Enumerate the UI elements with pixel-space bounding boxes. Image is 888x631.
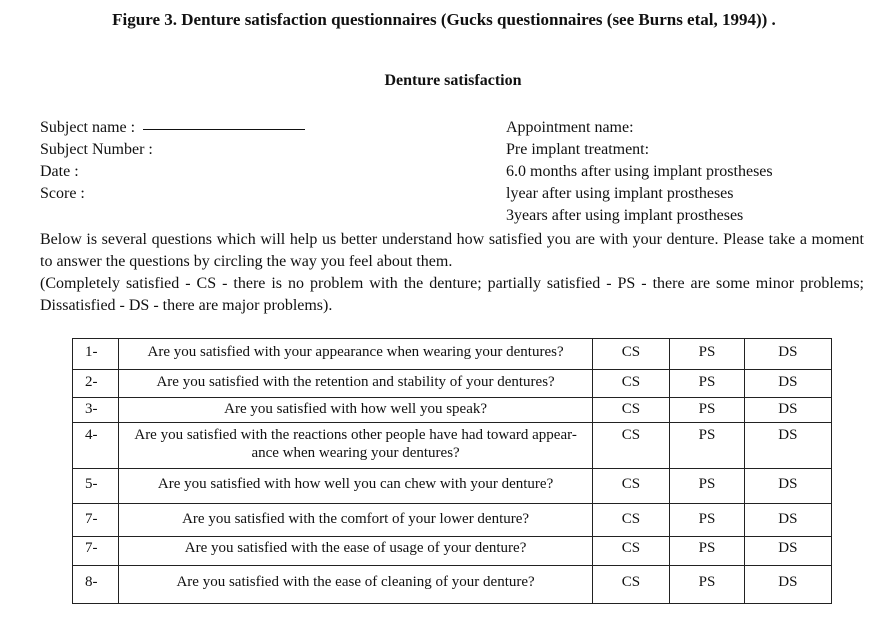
ds-option[interactable]: DS (744, 370, 831, 398)
pre-implant-label: Pre implant treatment: (506, 141, 650, 158)
question-text: Are you satisfied with the retention and stability of your dentures? (119, 370, 592, 398)
question-number: 7- (73, 504, 119, 537)
ps-option[interactable]: PS (670, 566, 745, 604)
rating-legend: (Completely satisfied - CS - there is no problem with the denture; partially satisfied - PS - there are some minor problems; Dissatisfied - DS - there are major problems). (40, 275, 864, 314)
question-text: Are you satisfied with how well you speak? (119, 398, 592, 423)
question-text: Are you satisfied with your appearance when wearing your dentures? (119, 339, 592, 370)
table-row (73, 423, 832, 469)
figure-title: Figure 3. Denture satisfaction questionnaires (Gucks questionnaires (see Burns etal, 1994)) . (112, 10, 776, 29)
ds-option[interactable]: DS (744, 339, 831, 370)
cs-option[interactable]: CS (592, 398, 670, 423)
ps-option[interactable]: PS (670, 537, 745, 566)
subject-name-blank[interactable] (143, 129, 305, 130)
question-number: 8- (73, 566, 119, 604)
cs-option[interactable]: CS (592, 469, 670, 504)
cs-option[interactable]: CS (592, 370, 670, 398)
subject-info (40, 117, 480, 205)
cs-option[interactable]: CS (592, 423, 670, 469)
table-row (73, 398, 832, 423)
question-text: Are you satisfied with the ease of usage of your denture? (119, 537, 592, 566)
ds-option[interactable]: DS (744, 423, 831, 469)
ps-option[interactable]: PS (670, 398, 745, 423)
table-row (73, 566, 832, 604)
cs-option[interactable]: CS (592, 504, 670, 537)
question-number: 3- (73, 398, 119, 423)
ds-option[interactable]: DS (744, 504, 831, 537)
question-number: 5- (73, 469, 119, 504)
appointment-name-label: Appointment name: (506, 119, 634, 136)
ps-option[interactable]: PS (670, 423, 745, 469)
questions-table (72, 338, 832, 604)
ps-option[interactable]: PS (670, 339, 745, 370)
score-label: Score : (40, 185, 85, 202)
ds-option[interactable]: DS (744, 566, 831, 604)
instructions (40, 229, 864, 317)
one-year-label: lyear after using implant prostheses (506, 185, 734, 202)
cs-option[interactable]: CS (592, 537, 670, 566)
table-row (73, 469, 832, 504)
question-number: 4- (73, 423, 119, 469)
table-row (73, 339, 832, 370)
ds-option[interactable]: DS (744, 398, 831, 423)
intro-text: Below is several questions which will help us better understand how satisfied you are with your denture. Please take a moment to answer the questions by circling the way you feel about them. (40, 231, 864, 270)
question-number: 1- (73, 339, 119, 370)
question-text: Are you satisfied with how well you can chew with your denture? (119, 469, 592, 504)
ds-option[interactable]: DS (744, 537, 831, 566)
subject-name-row (40, 117, 480, 139)
subject-number-label: Subject Number : (40, 141, 153, 158)
appointment-info (506, 117, 876, 227)
ps-option[interactable]: PS (670, 504, 745, 537)
question-number: 2- (73, 370, 119, 398)
ps-option[interactable]: PS (670, 469, 745, 504)
ds-option[interactable]: DS (744, 469, 831, 504)
ps-option[interactable]: PS (670, 370, 745, 398)
table-row (73, 504, 832, 537)
three-years-label: 3years after using implant prostheses (506, 207, 744, 224)
question-text: Are you satisfied with the ease of cleaning of your denture? (119, 566, 592, 604)
subject-name-label: Subject name : (40, 119, 136, 136)
six-months-label: 6.0 months after using implant prostheses (506, 163, 773, 180)
date-label: Date : (40, 163, 79, 180)
question-text: Are you satisfied with the reactions other people have had toward appear-ance when wearing your dentures? (119, 423, 592, 469)
table-row (73, 537, 832, 566)
cs-option[interactable]: CS (592, 566, 670, 604)
page-heading: Denture satisfaction (384, 72, 522, 89)
question-text: Are you satisfied with the comfort of your lower denture? (119, 504, 592, 537)
table-row (73, 370, 832, 398)
question-number: 7- (73, 537, 119, 566)
cs-option[interactable]: CS (592, 339, 670, 370)
